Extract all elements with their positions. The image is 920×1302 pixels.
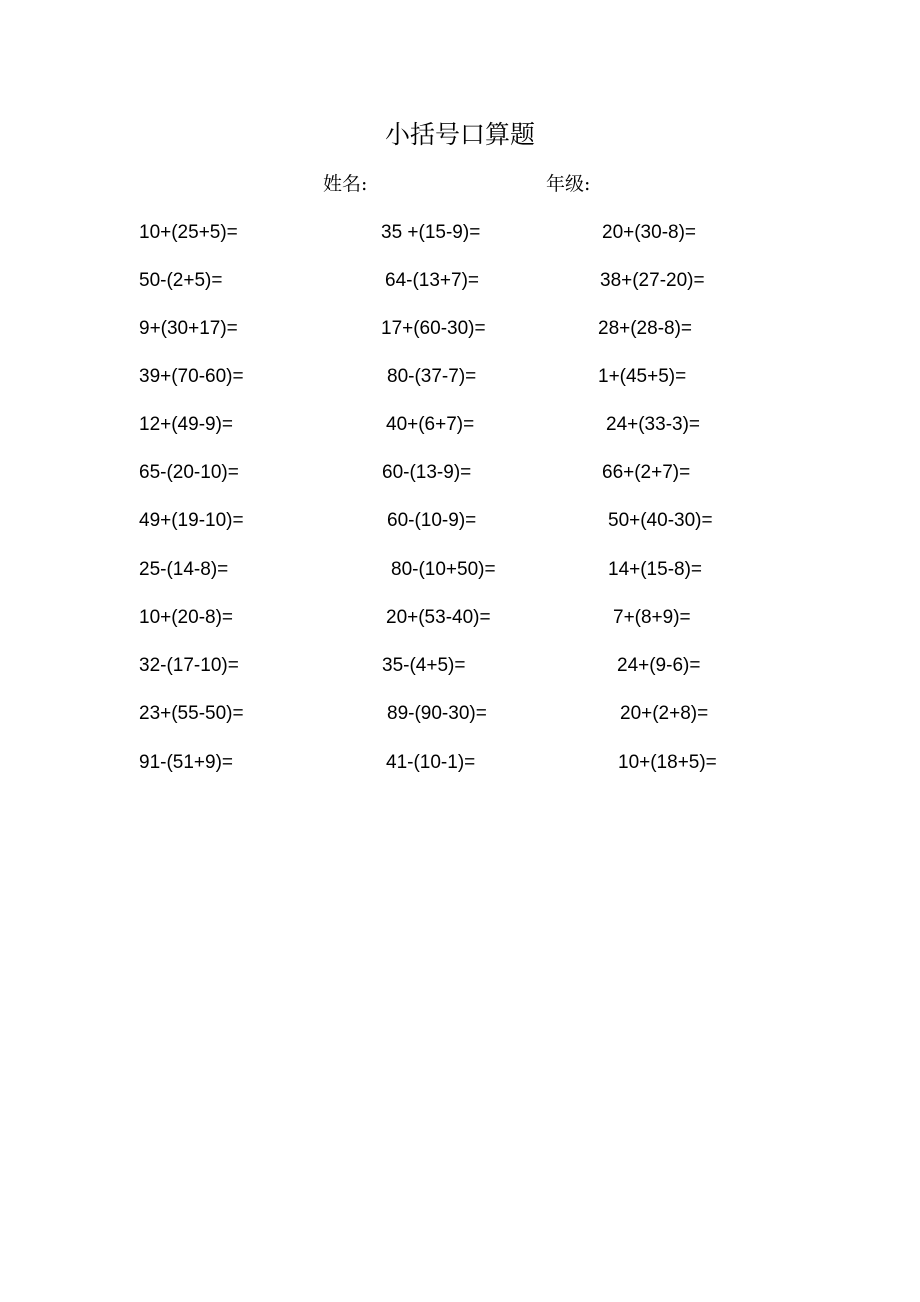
problem-item: 20+(30-8)= <box>602 222 697 243</box>
problem-item: 12+(49-9)= <box>139 414 234 435</box>
problem-item: 49+(19-10)= <box>139 510 244 531</box>
problem-item: 35 +(15-9)= <box>381 222 481 243</box>
worksheet-title: 小括号口算题 <box>384 120 535 149</box>
grade-label: 年级: <box>546 173 591 195</box>
problem-item: 65-(20-10)= <box>139 462 239 483</box>
problem-item: 64-(13+7)= <box>385 270 480 291</box>
problem-item: 38+(27-20)= <box>600 270 705 291</box>
problem-item: 39+(70-60)= <box>139 366 244 387</box>
problem-item: 60-(10-9)= <box>387 510 477 531</box>
problem-item: 24+(33-3)= <box>606 414 701 435</box>
name-label: 姓名: <box>323 173 368 195</box>
problem-item: 10+(18+5)= <box>618 752 717 773</box>
problem-item: 24+(9-6)= <box>617 655 701 676</box>
problem-item: 7+(8+9)= <box>613 607 691 628</box>
problem-item: 80-(37-7)= <box>387 366 477 387</box>
problem-item: 25-(14-8)= <box>139 559 229 580</box>
problem-item: 41-(10-1)= <box>386 752 476 773</box>
problem-item: 91-(51+9)= <box>139 752 234 773</box>
problem-item: 14+(15-8)= <box>608 559 703 580</box>
problem-item: 40+(6+7)= <box>386 414 475 435</box>
problem-item: 35-(4+5)= <box>382 655 466 676</box>
problem-item: 17+(60-30)= <box>381 318 486 339</box>
problem-item: 10+(20-8)= <box>139 607 234 628</box>
problem-item: 1+(45+5)= <box>598 366 687 387</box>
problem-item: 60-(13-9)= <box>382 462 472 483</box>
problem-item: 50+(40-30)= <box>608 510 713 531</box>
problem-item: 28+(28-8)= <box>598 318 693 339</box>
problem-item: 32-(17-10)= <box>139 655 239 676</box>
problem-item: 66+(2+7)= <box>602 462 691 483</box>
problem-item: 80-(10+50)= <box>391 559 496 580</box>
problem-item: 20+(53-40)= <box>386 607 491 628</box>
problem-item: 50-(2+5)= <box>139 270 223 291</box>
problem-item: 10+(25+5)= <box>139 222 238 243</box>
problem-item: 23+(55-50)= <box>139 703 244 724</box>
problem-item: 89-(90-30)= <box>387 703 487 724</box>
problem-item: 20+(2+8)= <box>620 703 709 724</box>
problem-item: 9+(30+17)= <box>139 318 238 339</box>
